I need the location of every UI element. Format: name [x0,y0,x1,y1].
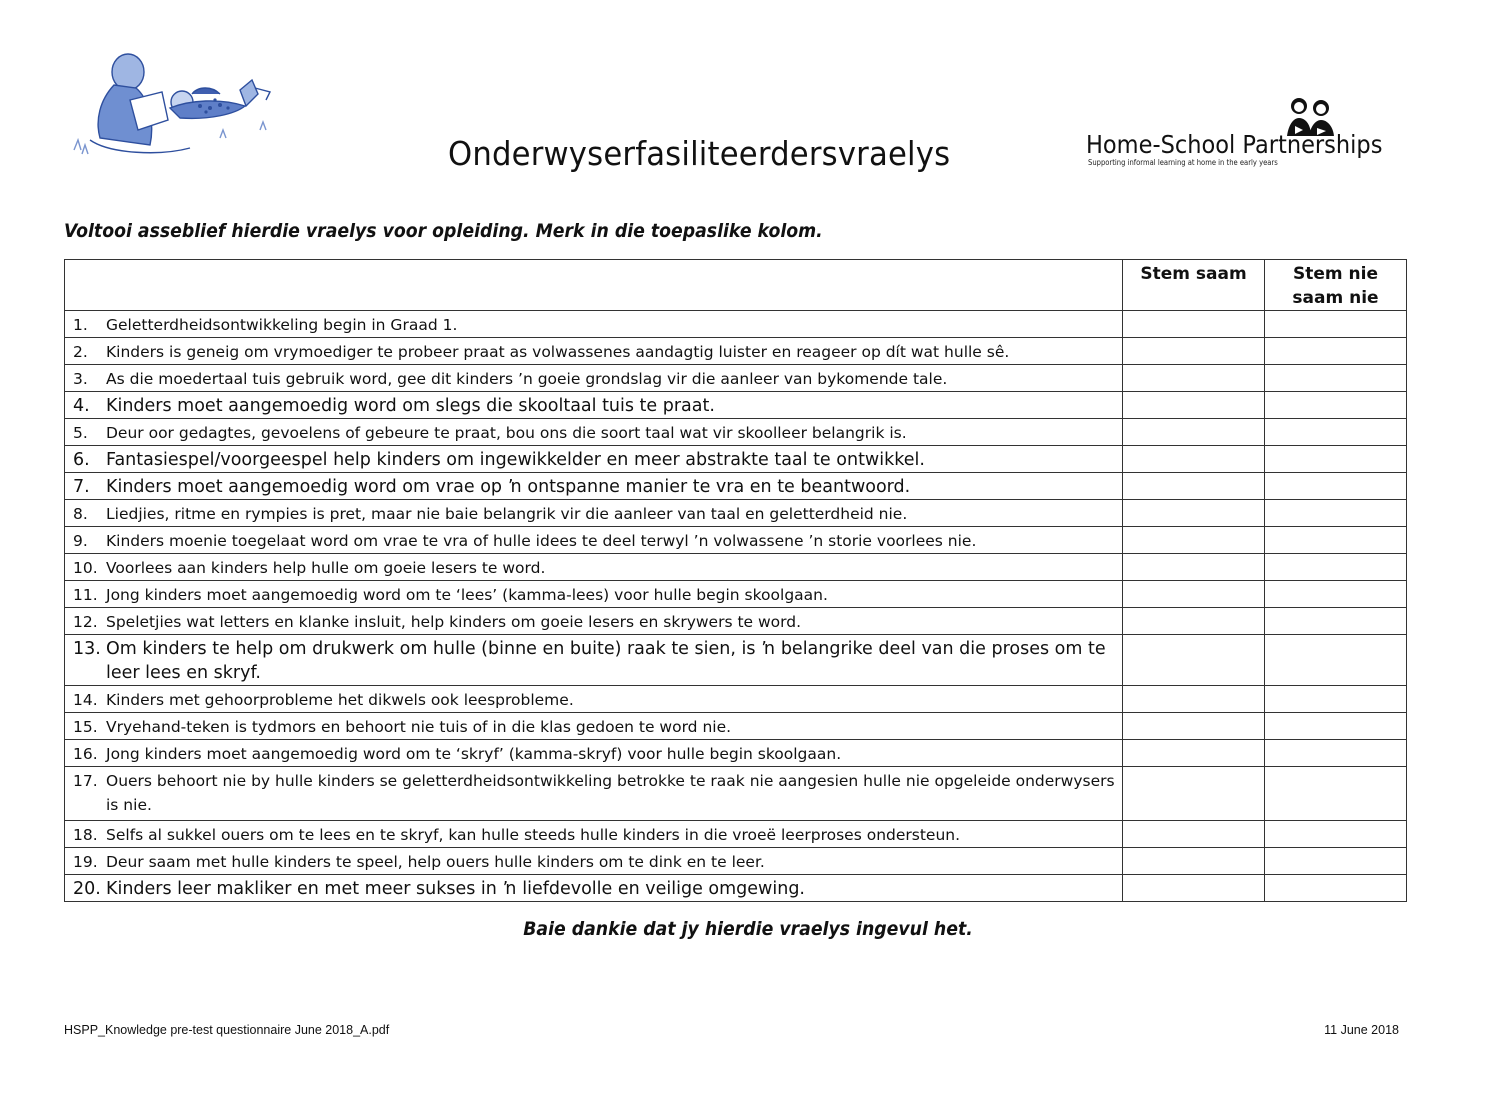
disagree-cell[interactable] [1265,392,1407,419]
table-row [65,713,1407,740]
statement-text: Kinders moet aangemoedig word om slegs die skooltaal tuis te praat. [106,396,715,416]
statement [65,419,1122,445]
statement-number: 16. [73,745,98,763]
agree-cell[interactable] [1123,740,1265,767]
instruction-text: Voltooi asseblief hierdie vraelys voor opleiding. Merk in die toepaslike kolom. [64,220,823,242]
statement-cell [65,581,1123,608]
agree-cell[interactable] [1123,419,1265,446]
disagree-column-header [1265,260,1407,311]
disagree-cell[interactable] [1265,767,1407,821]
table-row [65,686,1407,713]
statement-number: 5. [73,424,88,442]
statement [65,686,1122,712]
table-row [65,875,1407,902]
table-row [65,500,1407,527]
disagree-cell[interactable] [1265,473,1407,500]
disagree-cell[interactable] [1265,500,1407,527]
statement-text: Kinders moet aangemoedig word om vrae op ŉ ontspanne manier te vra en te beantwoord. [106,477,911,497]
statement-number: 7. [73,477,90,497]
statement-text: Kinders met gehoorprobleme het dikwels ook leesprobleme. [106,691,574,709]
statement-text: Speletjies wat letters en klanke insluit, help kinders om goeie lesers en skrywers te word. [106,613,802,631]
agree-cell[interactable] [1123,554,1265,581]
agree-cell[interactable] [1123,500,1265,527]
agree-cell[interactable] [1123,527,1265,554]
statement-text: Om kinders te help om drukwerk om hulle (binne en buite) raak te sien, is ŉ belangrike deel van die proses om te leer lees en skryf. [106,639,1106,683]
agree-cell[interactable] [1123,686,1265,713]
agree-column-header: Stem saam [1123,260,1265,311]
table-row [65,608,1407,635]
statement-cell [65,635,1123,686]
agree-cell[interactable] [1123,848,1265,875]
agree-cell[interactable] [1123,767,1265,821]
table-row [65,848,1407,875]
statement [65,500,1122,526]
statement-text: As die moedertaal tuis gebruik word, gee dit kinders ’n goeie grondslag vir die aanleer van bykomende tale. [106,370,948,388]
statement-text: Vryehand-teken is tydmors en behoort nie tuis of in die klas gedoen te word nie. [106,718,732,736]
statement-cell [65,848,1123,875]
statement-column-header [65,260,1123,311]
statement [65,713,1122,739]
statement-cell [65,740,1123,767]
statement-number: 14. [73,691,98,709]
statement-text: Ouers behoort nie by hulle kinders se geletterdheidsontwikkeling betrokke te raak nie aangesien hulle nie opgeleide onderwysers is nie. [106,772,1115,814]
disagree-cell[interactable] [1265,581,1407,608]
statement [65,365,1122,391]
statement [65,311,1122,337]
table-row [65,767,1407,821]
agree-cell[interactable] [1123,311,1265,338]
disagree-cell[interactable] [1265,821,1407,848]
statement-cell [65,713,1123,740]
statement [65,875,1122,901]
statement-number: 2. [73,343,88,361]
agree-cell[interactable] [1123,821,1265,848]
agree-cell[interactable] [1123,338,1265,365]
statement-cell [65,821,1123,848]
table-row [65,581,1407,608]
statement-text: Fantasiespel/voorgeespel help kinders om ingewikkelder en meer abstrakte taal te ontwikkel. [106,450,925,470]
disagree-cell[interactable] [1265,365,1407,392]
statement [65,821,1122,847]
logo-name: Home-School Partnerships [1086,130,1383,159]
table-row [65,554,1407,581]
statement-cell [65,365,1123,392]
agree-cell[interactable] [1123,446,1265,473]
footer-date: 11 June 2018 [1324,1023,1399,1037]
table-row [65,365,1407,392]
questionnaire-table [64,259,1407,902]
statement-cell [65,392,1123,419]
statement-number: 18. [73,826,98,844]
table-row [65,635,1407,686]
statement-text: Kinders leer makliker en met meer sukses in ŉ liefdevolle en veilige omgewing. [106,879,805,899]
statement-cell [65,446,1123,473]
disagree-cell[interactable] [1265,686,1407,713]
statement-text: Voorlees aan kinders help hulle om goeie lesers te word. [106,559,546,577]
statement-number: 8. [73,505,88,523]
statement-text: Kinders is geneig om vrymoediger te probeer praat as volwassenes aandagtig luister en reageer op dít wat hulle sê. [106,343,1010,361]
statement [65,392,1122,418]
disagree-cell[interactable] [1265,608,1407,635]
disagree-cell[interactable] [1265,446,1407,473]
table-row [65,527,1407,554]
disagree-cell[interactable] [1265,635,1407,686]
disagree-cell[interactable] [1265,527,1407,554]
agree-cell[interactable] [1123,581,1265,608]
statement-cell [65,527,1123,554]
statement-cell [65,419,1123,446]
agree-cell[interactable] [1123,473,1265,500]
statement-number: 9. [73,532,88,550]
statement-number: 15. [73,718,98,736]
statement [65,608,1122,634]
closing-text [0,918,1497,940]
statement-text: Geletterdheidsontwikkeling begin in Graad 1. [106,316,458,334]
statement-number: 12. [73,613,98,631]
statement-cell [65,767,1123,821]
statement-number: 10. [73,559,98,577]
statement-text: Jong kinders moet aangemoedig word om te ‘skryf’ (kamma-skryf) voor hulle begin skoolgaan. [106,745,842,763]
statement-cell [65,311,1123,338]
table-row [65,473,1407,500]
disagree-cell[interactable] [1265,848,1407,875]
agree-cell[interactable] [1123,365,1265,392]
table-row [65,392,1407,419]
closing-text-label: Baie dankie dat jy hierdie vraelys ingevul het. [523,918,974,940]
statement [65,446,1122,472]
disagree-cell[interactable] [1265,554,1407,581]
footer-filename: HSPP_Knowledge pre-test questionnaire June 2018_A.pdf [64,1023,390,1037]
statement-cell [65,875,1123,902]
statement-text: Selfs al sukkel ouers om te lees en te skryf, kan hulle steeds hulle kinders in die vroeë leerproses ondersteun. [106,826,961,844]
statement [65,767,1122,817]
statement-number: 1. [73,316,88,334]
statement-number: 19. [73,853,98,871]
agree-cell[interactable] [1123,875,1265,902]
statement [65,527,1122,553]
logo-tagline: Supporting informal learning at home in the early years [1088,158,1278,167]
statement-text: Deur oor gedagtes, gevoelens of gebeure te praat, bou ons die soort taal wat vir skoolleer belangrik is. [106,424,907,442]
agree-cell[interactable] [1123,392,1265,419]
statement [65,554,1122,580]
table-row [65,821,1407,848]
statement-cell [65,473,1123,500]
statement-text: Kinders moenie toegelaat word om vrae te vra of hulle idees te deel terwyl ’n volwassene ’n storie voorlees nie. [106,532,977,550]
disagree-header-label: Stem nie saam nie [1292,264,1379,308]
table-row [65,311,1407,338]
statement-text: Deur saam met hulle kinders te speel, help ouers hulle kinders om te dink en te leer. [106,853,765,871]
disagree-cell[interactable] [1265,875,1407,902]
table-row [65,446,1407,473]
statement-number: 13. [73,639,101,659]
statement [65,581,1122,607]
statement-number: 11. [73,586,98,604]
disagree-cell[interactable] [1265,338,1407,365]
statement-text: Liedjies, ritme en rympies is pret, maar nie baie belangrik vir die aanleer van taal en geletterdheid nie. [106,505,908,523]
page-title: Onderwyserfasiliteerdersvraelys [448,134,951,173]
agree-cell[interactable] [1123,713,1265,740]
statement-number: 17. [73,772,98,790]
children-reading-illustration [70,50,285,165]
table-row [65,419,1407,446]
disagree-cell[interactable] [1265,740,1407,767]
statement-cell [65,686,1123,713]
agree-cell[interactable] [1123,608,1265,635]
statement-number: 4. [73,396,90,416]
statement [65,338,1122,364]
statement-cell [65,338,1123,365]
statement-cell [65,554,1123,581]
home-school-partnerships-logo [1086,96,1386,170]
disagree-cell[interactable] [1265,311,1407,338]
statement-number: 6. [73,450,90,470]
statement [65,635,1122,685]
disagree-cell[interactable] [1265,419,1407,446]
statement [65,848,1122,874]
statement [65,740,1122,766]
table-row [65,338,1407,365]
agree-cell[interactable] [1123,635,1265,686]
statement-number: 20. [73,879,101,899]
statement [65,473,1122,499]
disagree-cell[interactable] [1265,713,1407,740]
statement-number: 3. [73,370,88,388]
statement-text: Jong kinders moet aangemoedig word om te ‘lees’ (kamma-lees) voor hulle begin skoolgaan. [106,586,828,604]
statement-cell [65,500,1123,527]
statement-cell [65,608,1123,635]
table-row [65,740,1407,767]
